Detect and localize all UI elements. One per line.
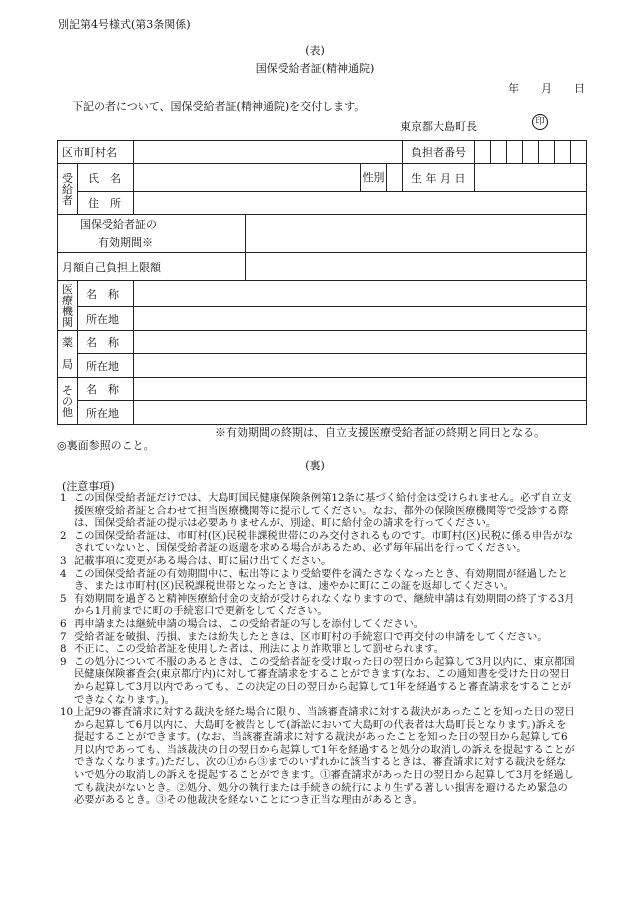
note-item bbox=[60, 706, 576, 807]
medical-institution-label: 医療機関 bbox=[58, 281, 78, 331]
note-item bbox=[60, 656, 576, 706]
sex-label: 性別 bbox=[361, 164, 387, 192]
issuer-name: 東京都大島町長 bbox=[400, 120, 477, 133]
municipality-value bbox=[134, 141, 403, 164]
page-title: 国保受給者証(精神通院) bbox=[255, 62, 375, 75]
note-text: この国保受給者証だけでは、大島町国民健康保険条例第12条に基づく給付金は受けられません。必ず自立支援医療受給者証と合わせて担当医療機関等に提示してください。なお、都外の保険医療機関等で受診する際は、国保受給者証の提示は必要ありませんが、別途、町に給付金の請求を行ってください。 bbox=[74, 492, 572, 530]
date-day: 日 bbox=[574, 82, 585, 95]
payer-number-digit bbox=[475, 141, 491, 164]
date-year: 年 bbox=[508, 82, 519, 95]
intro-text: 下記の者について、国保受給者証(精神通院)を交付します。 bbox=[72, 100, 366, 113]
name-value bbox=[134, 164, 361, 192]
payer-number-digit bbox=[523, 141, 539, 164]
other-label: その他 bbox=[58, 378, 78, 425]
pharmacy-location-value bbox=[134, 354, 587, 378]
birth-date-value bbox=[475, 164, 587, 192]
back-side-label: (裏) bbox=[305, 459, 325, 472]
notes-title: (注意事項) bbox=[62, 480, 115, 493]
front-side-label: (表) bbox=[305, 44, 325, 57]
payer-number-digit bbox=[539, 141, 555, 164]
pharmacy-location-label: 所在地 bbox=[78, 354, 134, 378]
medical-location-label: 所在地 bbox=[78, 307, 134, 331]
monthly-limit-label: 月額自己負担上限額 bbox=[58, 253, 246, 281]
note-number: 2 bbox=[60, 529, 67, 542]
address-value bbox=[134, 192, 587, 215]
pharmacy-label: 薬局 bbox=[58, 331, 78, 378]
note-item bbox=[60, 530, 576, 555]
monthly-limit-value bbox=[246, 253, 587, 281]
note-number: 8 bbox=[60, 643, 67, 656]
note-number: 3 bbox=[60, 554, 67, 567]
other-name-value bbox=[134, 378, 587, 401]
other-location-value bbox=[134, 401, 587, 425]
note-item bbox=[60, 618, 576, 631]
validity-footnote: ※有効期間の終期は、自立支援医療受給者証の終期と同日となる。 bbox=[215, 426, 545, 439]
birth-date-label: 生 年 月 日 bbox=[403, 164, 475, 192]
medical-name-value bbox=[134, 281, 587, 307]
address-label: 住 所 bbox=[78, 192, 134, 215]
name-label: 氏 名 bbox=[78, 164, 134, 192]
note-text: 再申請または継続申請の場合は、この受給者証の写しを添付してください。 bbox=[74, 617, 425, 630]
validity-label-line1: 国保受給者証の bbox=[80, 217, 157, 231]
pharmacy-name-label: 名 称 bbox=[78, 331, 134, 354]
pharmacy-name-value bbox=[134, 331, 587, 354]
note-number: 7 bbox=[60, 630, 67, 643]
issue-date bbox=[480, 80, 585, 96]
payer-number-digit bbox=[491, 141, 507, 164]
municipality-label: 区市町村名 bbox=[58, 141, 134, 164]
note-text: この国保受給者証は、市町村(区)民税非課税世帯にのみ交付されるものです。市町村(区)民税に係る申告がなされていないと、国保受給者証の返還を求める場合があるため、必ず毎年届出を行ってください。 bbox=[74, 529, 574, 555]
validity-label bbox=[58, 215, 246, 253]
medical-location-value bbox=[134, 307, 587, 331]
note-item bbox=[60, 568, 576, 593]
note-text: 上記9の審査請求に対する裁決を経た場合に限り、当該審査請求に対する裁決があったことを知った日の翌日から起算して6月以内に、大島町を被告として(訴訟において大島町の代表者は大島町長となります。)訴えを提起することができます。(なお、当該審査請求に対する裁決があったことを知った日の翌日から起算して6月以内であっても、当該裁決の日の翌日から起算して1年を経過すると処分の取消しの訴えを提起することができなくなります。)ただし、次の①から③までのいずれかに該当するときは、審査請求に対する裁決を経ないで処分の取消しの訴えを提起することができます。①審査請求があった日の翌日から起算して3月を経過しても裁決がないとき。②処分、処分の執行または手続きの続行により生ずる著しい損害を避けるため緊急の必要があるとき。③その他裁決を経ないことにつき正当な理由があるとき。 bbox=[74, 706, 575, 807]
note-text: 有効期間を過ぎると精神医療給付金の支給が受けられなくなりますので、継続申請は有効期間の終了する3月から1月前までに町の手続窓口で更新をしてください。 bbox=[74, 592, 575, 618]
medical-name-label: 名 称 bbox=[78, 281, 134, 307]
note-number: 6 bbox=[60, 617, 67, 630]
payer-number-label: 負担者番号 bbox=[403, 141, 475, 164]
payer-number-digit bbox=[571, 141, 587, 164]
other-name-label: 名 称 bbox=[78, 378, 134, 401]
note-item bbox=[60, 555, 576, 568]
seal-icon: 印 bbox=[532, 114, 548, 130]
note-number: 9 bbox=[60, 655, 67, 668]
note-number: 1 bbox=[60, 492, 67, 504]
payer-number-digit bbox=[507, 141, 523, 164]
note-text: この処分について不服のあるときは、この受給者証を受け取った日の翌日から起算して3月以内に、東京都国民健康保険審査会(東京都庁内)に対して審査請求をすることができます(なお、この通知書を受けた日の翌日から起算して3月以内であっても、この決定の日の翌日から起算して1年を経過すると審査請求をすることができなくなります。)。 bbox=[74, 655, 575, 706]
other-location-label: 所在地 bbox=[78, 401, 134, 425]
note-number: 10 bbox=[60, 706, 74, 719]
recipient-label: 受給者 bbox=[58, 164, 78, 215]
note-item bbox=[60, 631, 576, 644]
note-text: 受給者証を破損、汚損、または紛失したときは、区市町村の手続窓口で再交付の申請をしてください。 bbox=[74, 630, 548, 643]
payer-number-digit bbox=[555, 141, 571, 164]
note-text: 記載事項に変更がある場合は、町に届け出てください。 bbox=[74, 554, 332, 567]
note-text: この国保受給者証の有効期間中に、転出等により受給要件を満たさなくなったとき、有効期間が経過したとき、または市町村(区)民税課税世帯となったときは、速やかに町にこの証を返却してください。 bbox=[74, 567, 568, 593]
form-number-label: 別記第4号様式(第3条関係) bbox=[58, 18, 191, 31]
certificate-table bbox=[57, 140, 587, 425]
back-reference: ◎裏面参照のこと。 bbox=[57, 439, 155, 452]
note-number: 4 bbox=[60, 567, 67, 580]
sex-value bbox=[387, 164, 403, 192]
notes-list bbox=[60, 492, 576, 807]
validity-value bbox=[246, 215, 587, 253]
note-item bbox=[60, 593, 576, 618]
note-item bbox=[60, 492, 576, 530]
note-number: 5 bbox=[60, 592, 67, 605]
note-item bbox=[60, 643, 576, 656]
date-month: 月 bbox=[541, 82, 552, 95]
note-text: 不正に、この受給者証を使用した者は、刑法により詐欺罪として罰せられます。 bbox=[74, 643, 444, 656]
validity-label-line2: 有効期間※ bbox=[98, 235, 153, 249]
